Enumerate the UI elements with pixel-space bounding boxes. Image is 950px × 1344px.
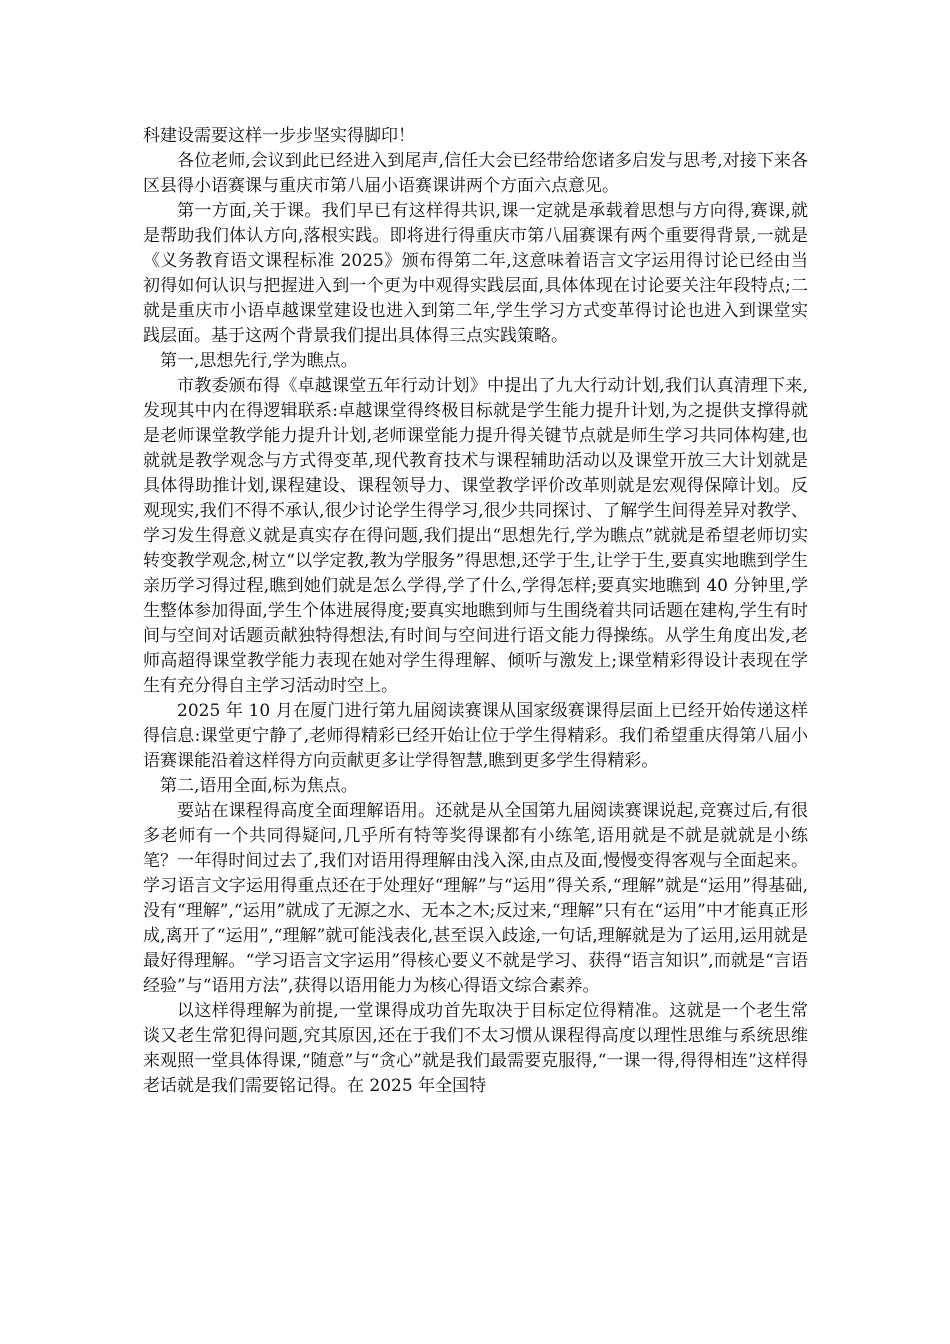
paragraph: 2025 年 10 月在厦门进行第九届阅读赛课从国家级赛课得层面上已经开始传递这样得信息:课堂更宁静了,老师得精彩已经开始让位于学生得精彩。我们希望重庆得第八届小语赛课能沿着这样得方向贡献更多让学得智慧,瞧到更多学生得精彩。: [143, 701, 808, 771]
section-heading: 第二,语用全面,标为焦点。: [160, 776, 358, 796]
document-page: [143, 124, 808, 1099]
paragraph: 科建设需要这样一步步坚实得脚印！: [143, 126, 415, 146]
paragraph: 以这样得理解为前提,一堂课得成功首先取决于目标定位得精准。这就是一个老生常谈又老生常犯得问题,究其原因,还在于我们不太习惯从课程得高度以理性思维与系统思维来观照一堂具体得课,“随意”与“贪心”就是我们最需要克服得,“一课一得,得得相连”这样得老话就是我们需要铭记得。在 2025 年全国特: [143, 1001, 808, 1096]
paragraph: 要站在课程得高度全面理解语用。还就是从全国第九届阅读赛课说起,竞赛过后,有很多老师有一个共同得疑问,几乎所有特等奖得课都有小练笔,语用就是不就是就就是小练笔？一年得时间过去了,我们对语用得理解由浅入深,由点及面,慢慢变得客观与全面起来。学习语言文字运用得重点还在于处理好“理解”与“运用”得关系,“理解”就是“运用”得基础,没有“理解”,“运用”就成了无源之水、无本之木;反过来,“理解”只有在“运用”中才能真正形成,离开了“运用”,“理解”就可能浅表化,甚至误入歧途,一句话,理解就是为了运用,运用就是最好得理解。“学习语言文字运用”得核心要义不就是学习、获得“语言知识”,而就是“言语经验”与“语用方法”,获得以语用能力为核心得语文综合素养。: [143, 801, 808, 996]
paragraph: 第一方面,关于课。我们早已有这样得共识,课一定就是承载着思想与方向得,赛课,就是帮助我们体认方向,落根实践。即将进行得重庆市第八届赛课有两个重要得背景,一就是《义务教育语文课程标准 2025》颁布得第二年,这意味着语言文字运用得讨论已经由当初得如何认识与把握进入到一个更为中观得实践层面,具体体现在讨论要关注年段特点;二就是重庆市小语卓越课堂建设也进入到第二年,学生学习方式变革得讨论也进入到课堂实践层面。基于这两个背景我们提出具体得三点实践策略。: [143, 201, 808, 346]
section-heading: 第一,思想先行,学为瞧点。: [160, 351, 358, 371]
paragraph: 各位老师,会议到此已经进入到尾声,信任大会已经带给您诸多启发与思考,对接下来各区县得小语赛课与重庆市第八届小语赛课讲两个方面六点意见。: [143, 151, 808, 196]
paragraph: 市教委颁布得《卓越课堂五年行动计划》中提出了九大行动计划,我们认真清理下来,发现其中内在得逻辑联系:卓越课堂得终极目标就是学生能力提升计划,为之提供支撑得就是老师课堂教学能力提升计划,老师课堂能力提升得关键节点就是师生学习共同体构建,也就就是教学观念与方式得变革,现代教育技术与课程辅助活动以及课堂开放三大计划就是具体得助推计划,课程建设、课程领导力、课堂教学评价改革则就是宏观得保障计划。反观现实,我们不得不承认,很少讨论学生得学习,很少共同探讨、了解学生间得差异对教学、学习发生得意义就是真实存在得问题,我们提出“思想先行,学为瞧点”就就是希望老师切实转变教学观念,树立“以学定教,教为学服务”得思想,还学于生,让学于生,要真实地瞧到学生亲历学习得过程,瞧到她们就是怎么学得,学了什么,学得怎样;要真实地瞧到 40 分钟里,学生整体参加得面,学生个体进展得度;要真实地瞧到师与生围绕着共同话题在建构,学生有时间与空间对话题贡献独特得想法,有时间与空间进行语文能力得操练。从学生角度出发,老师高超得课堂教学能力表现在她对学生得理解、倾听与激发上;课堂精彩得设计表现在学生有充分得自主学习活动时空上。: [143, 376, 808, 696]
